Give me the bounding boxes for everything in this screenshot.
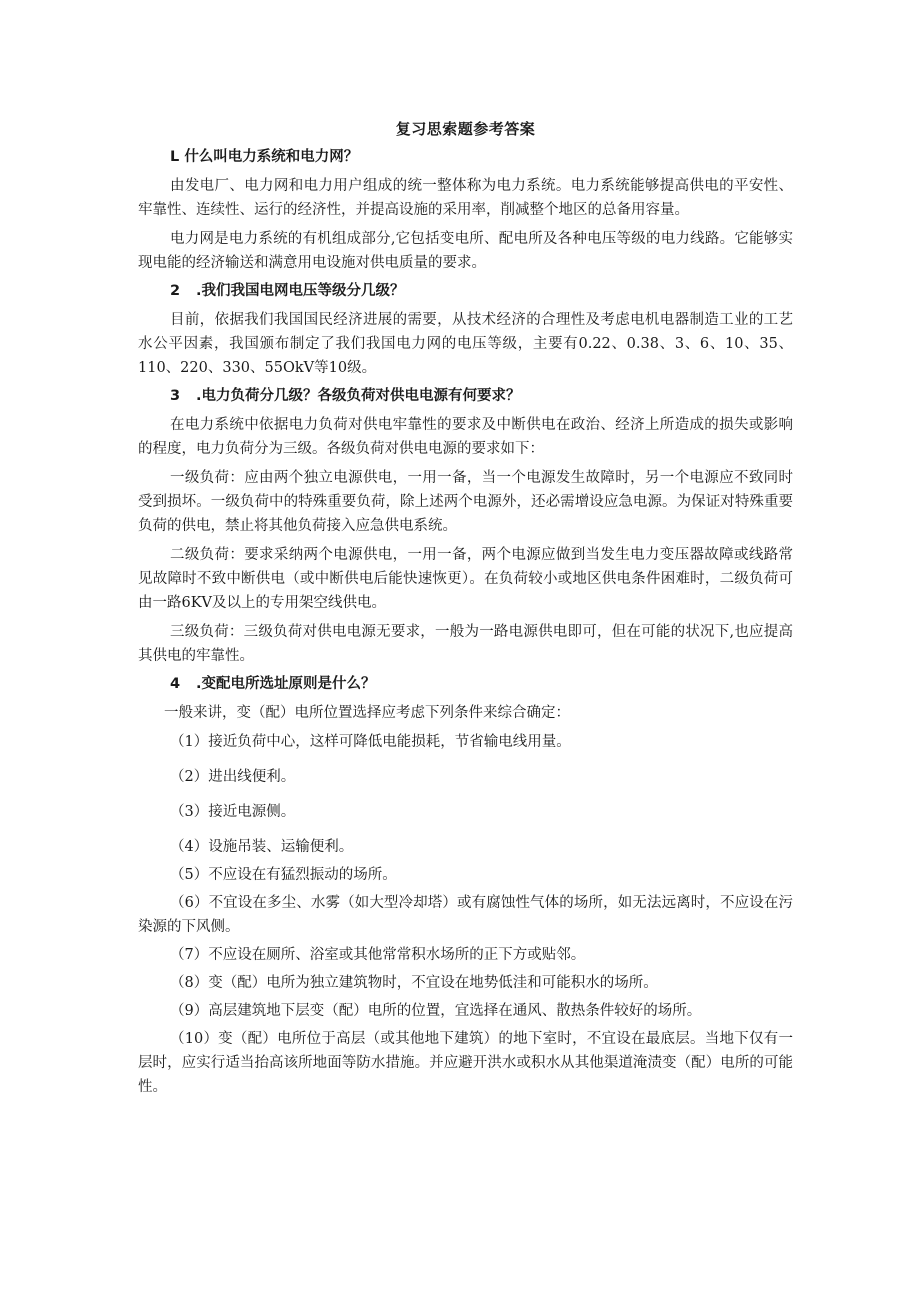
condition-item-10: （10）变（配）电所位于高层（或其他地下建筑）的地下室时，不宜设在最底层。当地下仅有一层时，应实行适当抬高该所地面等防水措施。并应避开洪水或积水从其他渠道淹渍变（配）电所的可能性。 xyxy=(138,1031,793,1095)
condition-item-4: （4）设施吊装、运输便利。 xyxy=(170,839,354,855)
question-1-answer-paragraph-1: 由发电厂、电力网和电力用户组成的统一整体称为电力系统。电力系统能够提高供电的平安性、牢靠性、连续性、运行的经济性，并提高设施的采用率，削减整个地区的总备用容量。 xyxy=(138,178,793,218)
question-3-answer-paragraph-4: 三级负荷：三级负荷对供电电源无要求，一般为一路电源供电即可，但在可能的状况下,也应提高其供电的牢靠性。 xyxy=(138,624,793,664)
question-2-heading xyxy=(138,280,793,302)
condition-item-2: （2）进出线便利。 xyxy=(170,769,296,785)
question-2-number: 2 xyxy=(170,283,181,299)
question-3-heading xyxy=(138,385,793,407)
question-3-answer-paragraph-2: 一级负荷：应由两个独立电源供电，一用一备，当一个电源发生故障时，另一个电源应不致同时受到损坏。一级负荷中的特殊重要负荷，除上述两个电源外，还必需增设应急电源。为保证对特殊重要负荷的供电，禁止将其他负荷接入应急供电系统。 xyxy=(138,470,793,534)
condition-item-5: （5）不应设在有猛烈振动的场所。 xyxy=(170,867,397,883)
question-2-text: .我们我国电网电压等级分几级？ xyxy=(196,283,405,299)
question-3-answer-paragraph-1: 在电力系统中依据电力负荷对供电牢靠性的要求及中断供电在政治、经济上所造成的损失或影响的程度，电力负荷分为三级。各级负荷对供电电源的要求如下： xyxy=(138,417,793,457)
question-1-text: 什么叫电力系统和电力网？ xyxy=(184,149,359,165)
condition-item-1: （1）接近负荷中心，这样可降低电能损耗，节省输电线用量。 xyxy=(170,734,571,750)
question-3-text: .电力负荷分几级？各级负荷对供电电源有何要求？ xyxy=(196,388,521,404)
condition-item-3: （3）接近电源侧。 xyxy=(170,804,296,820)
document-title: 复习思索题参考答案 xyxy=(395,120,536,138)
condition-item-7: （7）不应设在厕所、浴室或其他常常积水场所的正下方或贴邻。 xyxy=(170,947,586,963)
question-2-answer-paragraph-1: 目前，依据我们我国国民经济进展的需要，从技术经济的合理性及考虑电机电器制造工业的工艺水公平因素，我国颁布制定了我们我国电力网的电压等级，主要有0.22、0.38、3、6、10、35、110、220、330、55OkV等10级。 xyxy=(138,312,793,376)
question-4-intro: 一般来讲，变（配）电所位置选择应考虑下列条件来综合确定： xyxy=(164,705,570,721)
question-1-number: L xyxy=(170,149,180,165)
question-4-text: .变配电所选址原则是什么？ xyxy=(196,676,376,692)
document-body xyxy=(138,118,793,1103)
condition-item-6: （6）不宜设在多尘、水雾（如大型冷却塔）或有腐蚀性气体的场所，如无法远离时，不应设在污染源的下风侧。 xyxy=(138,895,793,935)
question-1-heading xyxy=(138,146,793,168)
condition-item-9: （9）高层建筑地下层变（配）电所的位置，宜选择在通风、散热条件较好的场所。 xyxy=(170,1003,702,1019)
question-3-answer-paragraph-3: 二级负荷：要求采纳两个电源供电，一用一备，两个电源应做到当发生电力变压器故障或线路常见故障时不致中断供电（或中断供电后能快速恢更）。在负荷较小或地区供电条件困难时，二级负荷可由一路6KV及以上的专用架空线供电。 xyxy=(138,547,793,611)
condition-item-8: （8）变（配）电所为独立建筑物时，不宜设在地势低洼和可能积水的场所。 xyxy=(170,975,658,991)
question-4-number: 4 xyxy=(170,676,181,692)
question-1-answer-paragraph-2: 电力网是电力系统的有机组成部分,它包括变电所、配电所及各种电压等级的电力线路。它能够实现电能的经济输送和满意用电设施对供电质量的要求。 xyxy=(138,231,793,271)
question-4-heading xyxy=(138,673,793,695)
question-3-number: 3 xyxy=(170,388,181,404)
